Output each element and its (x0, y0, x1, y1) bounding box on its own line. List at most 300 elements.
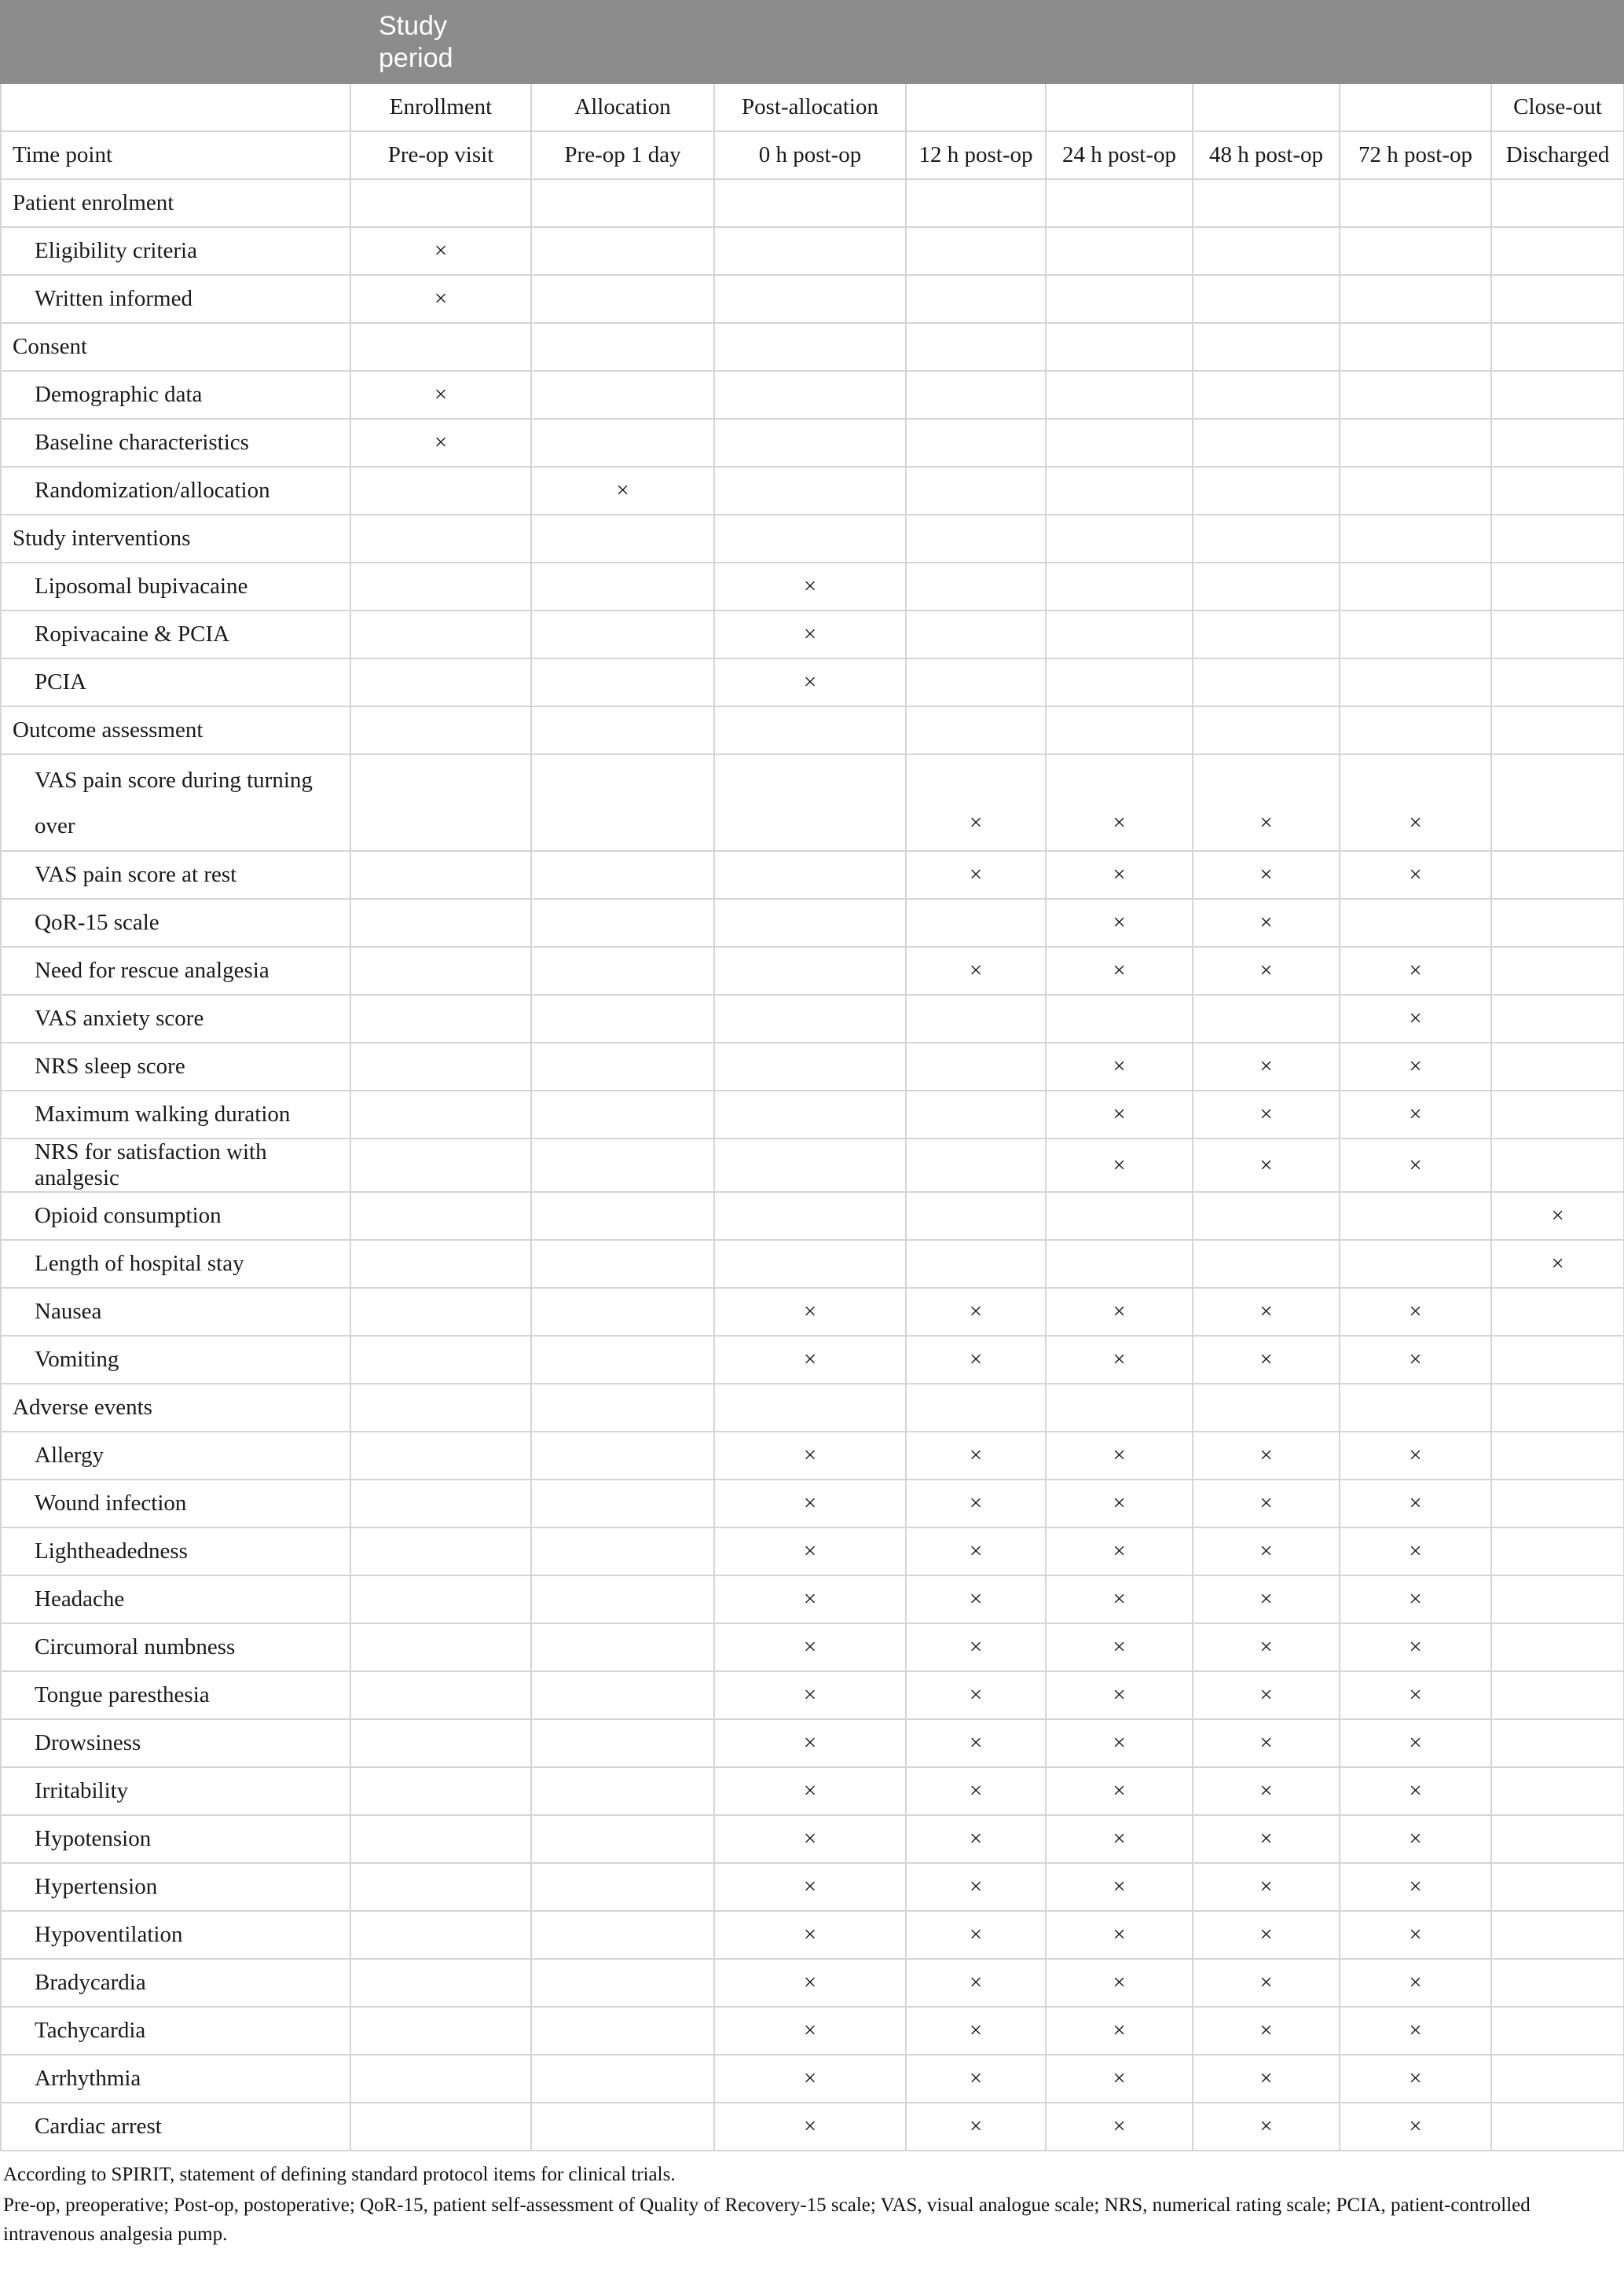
empty-cell (350, 1671, 531, 1719)
empty-cell (1491, 1091, 1624, 1139)
group-header-cell (906, 83, 1046, 131)
row-label: Demographic data (1, 371, 350, 419)
empty-cell (1193, 1192, 1340, 1240)
time-point-cell-72h: 72 h post-op (1340, 131, 1491, 179)
item-row (1, 371, 1624, 419)
x-mark-cell: × (1340, 2103, 1491, 2151)
empty-cell (714, 899, 906, 947)
x-mark-cell: × (714, 1863, 906, 1911)
time-point-label: Time point (1, 131, 350, 179)
group-header-row (1, 83, 1624, 131)
x-mark-cell: × (1340, 1959, 1491, 2007)
section-row (1, 179, 1624, 227)
x-mark-cell: × (1046, 1139, 1193, 1192)
x-mark-cell: × (1193, 1091, 1340, 1139)
empty-cell (1491, 419, 1624, 467)
empty-cell (531, 1671, 714, 1719)
x-mark-cell: × (1046, 1091, 1193, 1139)
empty-cell (1491, 1288, 1624, 1336)
item-row (1, 1719, 1624, 1767)
empty-cell (531, 1527, 714, 1575)
empty-cell (531, 1240, 714, 1288)
empty-cell (350, 995, 531, 1043)
empty-cell (906, 995, 1046, 1043)
row-label: Arrhythmia (1, 2055, 350, 2103)
empty-cell (1046, 323, 1193, 371)
empty-cell (1491, 563, 1624, 611)
x-mark-cell: × (350, 275, 531, 323)
empty-cell (1046, 179, 1193, 227)
x-mark-cell: × (1046, 947, 1193, 995)
empty-cell (531, 1091, 714, 1139)
x-mark-cell: × (1046, 2007, 1193, 2055)
item-row (1, 1480, 1624, 1527)
item-row (1, 1671, 1624, 1719)
empty-cell (1193, 1240, 1340, 1288)
empty-cell (1340, 1384, 1491, 1432)
empty-cell (531, 1911, 714, 1959)
empty-cell (1491, 467, 1624, 515)
item-row (1, 947, 1624, 995)
empty-cell (714, 371, 906, 419)
empty-cell (350, 947, 531, 995)
empty-cell (350, 1767, 531, 1815)
empty-cell (1491, 1863, 1624, 1911)
x-mark-cell: × (1046, 1911, 1193, 1959)
x-mark-cell: × (1340, 1815, 1491, 1863)
empty-cell (1193, 371, 1340, 419)
empty-cell (906, 1043, 1046, 1091)
empty-cell (1340, 371, 1491, 419)
x-mark-cell: × (1340, 754, 1491, 851)
empty-cell (714, 851, 906, 899)
empty-cell (1491, 1336, 1624, 1384)
x-mark-cell: × (1193, 1623, 1340, 1671)
empty-cell (1491, 1911, 1624, 1959)
item-row (1, 1139, 1624, 1192)
empty-cell (714, 515, 906, 563)
x-mark-cell: × (531, 467, 714, 515)
empty-cell (531, 1139, 714, 1192)
empty-cell (906, 899, 1046, 947)
empty-cell (1491, 899, 1624, 947)
empty-cell (1046, 658, 1193, 706)
row-label: Circumoral numbness (1, 1623, 350, 1671)
empty-cell (531, 1432, 714, 1480)
row-label: NRS for satisfaction with analgesic (1, 1139, 350, 1192)
empty-cell (531, 1192, 714, 1240)
empty-cell (906, 1139, 1046, 1192)
empty-cell (531, 658, 714, 706)
empty-cell (1340, 899, 1491, 947)
row-label: Written informed (1, 275, 350, 323)
x-mark-cell: × (714, 1815, 906, 1863)
empty-cell (1491, 658, 1624, 706)
time-point-cell-discharged: Discharged (1491, 131, 1624, 179)
group-header-cell (1046, 83, 1193, 131)
empty-cell (1046, 419, 1193, 467)
empty-cell (1193, 419, 1340, 467)
empty-cell (1491, 515, 1624, 563)
empty-cell (350, 1863, 531, 1911)
x-mark-cell: × (1193, 1863, 1340, 1911)
row-label: Lightheadedness (1, 1527, 350, 1575)
empty-cell (531, 515, 714, 563)
x-mark-cell: × (1046, 1623, 1193, 1671)
empty-cell (531, 1288, 714, 1336)
empty-cell (1491, 323, 1624, 371)
row-label: Tongue paresthesia (1, 1671, 350, 1719)
empty-cell (1193, 227, 1340, 275)
group-header-cell (1193, 83, 1340, 131)
x-mark-cell: × (714, 1527, 906, 1575)
x-mark-cell: × (714, 1671, 906, 1719)
item-row (1, 275, 1624, 323)
x-mark-cell: × (1046, 1288, 1193, 1336)
empty-cell (1340, 323, 1491, 371)
group-header-cell-allocation: Allocation (531, 83, 714, 131)
x-mark-cell: × (1193, 1815, 1340, 1863)
empty-cell (906, 323, 1046, 371)
empty-cell (350, 1432, 531, 1480)
x-mark-cell: × (1046, 1719, 1193, 1767)
footnote-abbreviations: Pre-op, preoperative; Post-op, postoperative; QoR-15, patient self-assessment of Quality of Recovery-15 scale; VAS, visual analogue scale; NRS, numerical rating scale; PCIA, patient-controlled intravenous analgesia pump. (3, 2195, 1531, 2245)
empty-cell (906, 227, 1046, 275)
x-mark-cell: × (906, 1336, 1046, 1384)
row-label: Ropivacaine & PCIA (1, 611, 350, 658)
x-mark-cell: × (906, 1288, 1046, 1336)
x-mark-cell: × (714, 1719, 906, 1767)
x-mark-cell: × (1340, 851, 1491, 899)
x-mark-cell: × (906, 1815, 1046, 1863)
x-mark-cell: × (1340, 2055, 1491, 2103)
item-row (1, 2007, 1624, 2055)
empty-cell (714, 227, 906, 275)
empty-cell (1340, 1192, 1491, 1240)
empty-cell (1340, 1240, 1491, 1288)
empty-cell (714, 467, 906, 515)
x-mark-cell: × (1340, 1911, 1491, 1959)
empty-cell (714, 1240, 906, 1288)
empty-cell (350, 851, 531, 899)
x-mark-cell: × (714, 1911, 906, 1959)
row-label: Maximum walking duration (1, 1091, 350, 1139)
item-row (1, 611, 1624, 658)
row-label: Randomization/allocation (1, 467, 350, 515)
empty-cell (531, 179, 714, 227)
x-mark-cell: × (1046, 2055, 1193, 2103)
empty-cell (1491, 1815, 1624, 1863)
x-mark-cell: × (1491, 1240, 1624, 1288)
empty-cell (906, 611, 1046, 658)
empty-cell (350, 1288, 531, 1336)
empty-cell (350, 1911, 531, 1959)
x-mark-cell: × (714, 1480, 906, 1527)
empty-cell (1193, 706, 1340, 754)
empty-cell (350, 467, 531, 515)
empty-cell (714, 419, 906, 467)
x-mark-cell: × (1340, 995, 1491, 1043)
empty-cell (1491, 227, 1624, 275)
row-label: Consent (1, 323, 350, 371)
x-mark-cell: × (714, 1623, 906, 1671)
empty-cell (906, 371, 1046, 419)
empty-cell (906, 419, 1046, 467)
item-row (1, 467, 1624, 515)
x-mark-cell: × (1340, 1288, 1491, 1336)
empty-cell (531, 1623, 714, 1671)
item-row (1, 899, 1624, 947)
item-row (1, 851, 1624, 899)
group-header-cell (1, 83, 350, 131)
empty-cell (714, 754, 906, 851)
empty-cell (1491, 754, 1624, 851)
x-mark-cell: × (906, 1911, 1046, 1959)
time-point-cell-0h: 0 h post-op (714, 131, 906, 179)
empty-cell (714, 323, 906, 371)
x-mark-cell: × (1193, 1432, 1340, 1480)
row-label: PCIA (1, 658, 350, 706)
empty-cell (1491, 1432, 1624, 1480)
x-mark-cell: × (1193, 2007, 1340, 2055)
empty-cell (1491, 851, 1624, 899)
empty-cell (1491, 1671, 1624, 1719)
item-row (1, 1959, 1624, 2007)
empty-cell (714, 275, 906, 323)
x-mark-cell: × (714, 1959, 906, 2007)
empty-cell (714, 179, 906, 227)
row-label: Irritability (1, 1767, 350, 1815)
x-mark-cell: × (906, 1863, 1046, 1911)
empty-cell (531, 899, 714, 947)
empty-cell (531, 851, 714, 899)
x-mark-cell: × (350, 227, 531, 275)
empty-cell (350, 611, 531, 658)
empty-cell (714, 1091, 906, 1139)
time-point-cell-48h: 48 h post-op (1193, 131, 1340, 179)
x-mark-cell: × (714, 2055, 906, 2103)
group-header-cell-close-out: Close-out (1491, 83, 1624, 131)
empty-cell (714, 706, 906, 754)
x-mark-cell: × (906, 754, 1046, 851)
empty-cell (906, 467, 1046, 515)
empty-cell (531, 227, 714, 275)
x-mark-cell: × (1340, 1767, 1491, 1815)
x-mark-cell: × (1193, 1043, 1340, 1091)
empty-cell (1046, 1192, 1193, 1240)
x-mark-cell: × (906, 1959, 1046, 2007)
empty-cell (1491, 947, 1624, 995)
item-row (1, 1288, 1624, 1336)
x-mark-cell: × (1193, 1671, 1340, 1719)
empty-cell (1340, 563, 1491, 611)
x-mark-cell: × (906, 1480, 1046, 1527)
empty-cell (1046, 995, 1193, 1043)
empty-cell (906, 515, 1046, 563)
empty-cell (1340, 467, 1491, 515)
x-mark-cell: × (906, 1527, 1046, 1575)
x-mark-cell: × (350, 371, 531, 419)
x-mark-cell: × (714, 1767, 906, 1815)
empty-cell (531, 419, 714, 467)
empty-cell (350, 2055, 531, 2103)
item-row (1, 1336, 1624, 1384)
item-row (1, 1767, 1624, 1815)
empty-cell (1491, 1043, 1624, 1091)
x-mark-cell: × (714, 658, 906, 706)
x-mark-cell: × (1340, 1623, 1491, 1671)
x-mark-cell: × (906, 1432, 1046, 1480)
time-point-header-row (1, 131, 1624, 179)
empty-cell (714, 1043, 906, 1091)
x-mark-cell: × (1046, 754, 1193, 851)
x-mark-cell: × (1340, 1575, 1491, 1623)
footnotes (0, 2151, 1624, 2270)
x-mark-cell: × (1193, 1288, 1340, 1336)
x-mark-cell: × (906, 2007, 1046, 2055)
row-label: Adverse events (1, 1384, 350, 1432)
x-mark-cell: × (1046, 2103, 1193, 2151)
item-row (1, 1240, 1624, 1288)
x-mark-cell: × (906, 947, 1046, 995)
empty-cell (1340, 658, 1491, 706)
empty-cell (1491, 706, 1624, 754)
empty-cell (531, 563, 714, 611)
x-mark-cell: × (1193, 1911, 1340, 1959)
item-row (1, 754, 1624, 851)
item-row (1, 1192, 1624, 1240)
empty-cell (531, 2103, 714, 2151)
x-mark-cell: × (1193, 1959, 1340, 2007)
empty-cell (1491, 2103, 1624, 2151)
empty-cell (350, 1719, 531, 1767)
empty-cell (350, 563, 531, 611)
empty-cell (531, 1815, 714, 1863)
empty-cell (350, 899, 531, 947)
empty-cell (1046, 1384, 1193, 1432)
empty-cell (1046, 467, 1193, 515)
item-row (1, 1911, 1624, 1959)
empty-cell (906, 1384, 1046, 1432)
row-label: Allergy (1, 1432, 350, 1480)
x-mark-cell: × (1046, 1575, 1193, 1623)
row-label: Patient enrolment (1, 179, 350, 227)
row-label: Opioid consumption (1, 1192, 350, 1240)
empty-cell (1046, 227, 1193, 275)
item-row (1, 1091, 1624, 1139)
empty-cell (531, 1767, 714, 1815)
x-mark-cell: × (1340, 1432, 1491, 1480)
empty-cell (714, 1192, 906, 1240)
empty-cell (1491, 179, 1624, 227)
x-mark-cell: × (1340, 1043, 1491, 1091)
row-label: Cardiac arrest (1, 2103, 350, 2151)
empty-cell (1491, 1575, 1624, 1623)
empty-cell (1491, 1959, 1624, 2007)
x-mark-cell: × (1046, 1043, 1193, 1091)
empty-cell (350, 1139, 531, 1192)
x-mark-cell: × (1193, 851, 1340, 899)
empty-cell (906, 706, 1046, 754)
section-row (1, 515, 1624, 563)
empty-cell (531, 275, 714, 323)
empty-cell (1193, 563, 1340, 611)
x-mark-cell: × (1193, 947, 1340, 995)
empty-cell (1491, 1384, 1624, 1432)
x-mark-cell: × (1046, 1815, 1193, 1863)
x-mark-cell: × (350, 419, 531, 467)
empty-cell (906, 563, 1046, 611)
row-label: Need for rescue analgesia (1, 947, 350, 995)
item-row (1, 2103, 1624, 2151)
x-mark-cell: × (1193, 2103, 1340, 2151)
empty-cell (906, 1091, 1046, 1139)
empty-cell (350, 515, 531, 563)
x-mark-cell: × (714, 2103, 906, 2151)
item-row (1, 419, 1624, 467)
empty-cell (714, 1384, 906, 1432)
row-label: Tachycardia (1, 2007, 350, 2055)
empty-cell (1340, 515, 1491, 563)
row-label: Study interventions (1, 515, 350, 563)
empty-cell (1491, 1719, 1624, 1767)
item-row (1, 227, 1624, 275)
empty-cell (531, 995, 714, 1043)
empty-cell (1340, 419, 1491, 467)
row-label: Hypertension (1, 1863, 350, 1911)
x-mark-cell: × (1193, 754, 1340, 851)
time-point-cell-pre-op-1-day: Pre-op 1 day (531, 131, 714, 179)
x-mark-cell: × (906, 1575, 1046, 1623)
empty-cell (350, 323, 531, 371)
group-header-cell (1340, 83, 1491, 131)
item-row (1, 1043, 1624, 1091)
x-mark-cell: × (906, 2103, 1046, 2151)
empty-cell (1340, 706, 1491, 754)
empty-cell (714, 1139, 906, 1192)
row-label: Hypotension (1, 1815, 350, 1863)
empty-cell (906, 1192, 1046, 1240)
empty-cell (906, 658, 1046, 706)
row-label: Hypoventilation (1, 1911, 350, 1959)
section-row (1, 706, 1624, 754)
empty-cell (1046, 1240, 1193, 1288)
empty-cell (1491, 1767, 1624, 1815)
item-row (1, 1863, 1624, 1911)
empty-cell (531, 2055, 714, 2103)
empty-cell (1491, 1480, 1624, 1527)
x-mark-cell: × (906, 1719, 1046, 1767)
empty-cell (1193, 1384, 1340, 1432)
x-mark-cell: × (906, 851, 1046, 899)
empty-cell (1193, 658, 1340, 706)
section-row (1, 1384, 1624, 1432)
row-label: Liposomal bupivacaine (1, 563, 350, 611)
x-mark-cell: × (906, 1767, 1046, 1815)
empty-cell (350, 754, 531, 851)
study-period-title: Study period (379, 10, 453, 73)
empty-cell (906, 179, 1046, 227)
row-label: VAS pain score at rest (1, 851, 350, 899)
x-mark-cell: × (714, 1336, 906, 1384)
x-mark-cell: × (1046, 1336, 1193, 1384)
row-label: Wound infection (1, 1480, 350, 1527)
item-row (1, 1623, 1624, 1671)
row-label: Baseline characteristics (1, 419, 350, 467)
empty-cell (350, 1815, 531, 1863)
empty-cell (531, 2007, 714, 2055)
empty-cell (1491, 1527, 1624, 1575)
